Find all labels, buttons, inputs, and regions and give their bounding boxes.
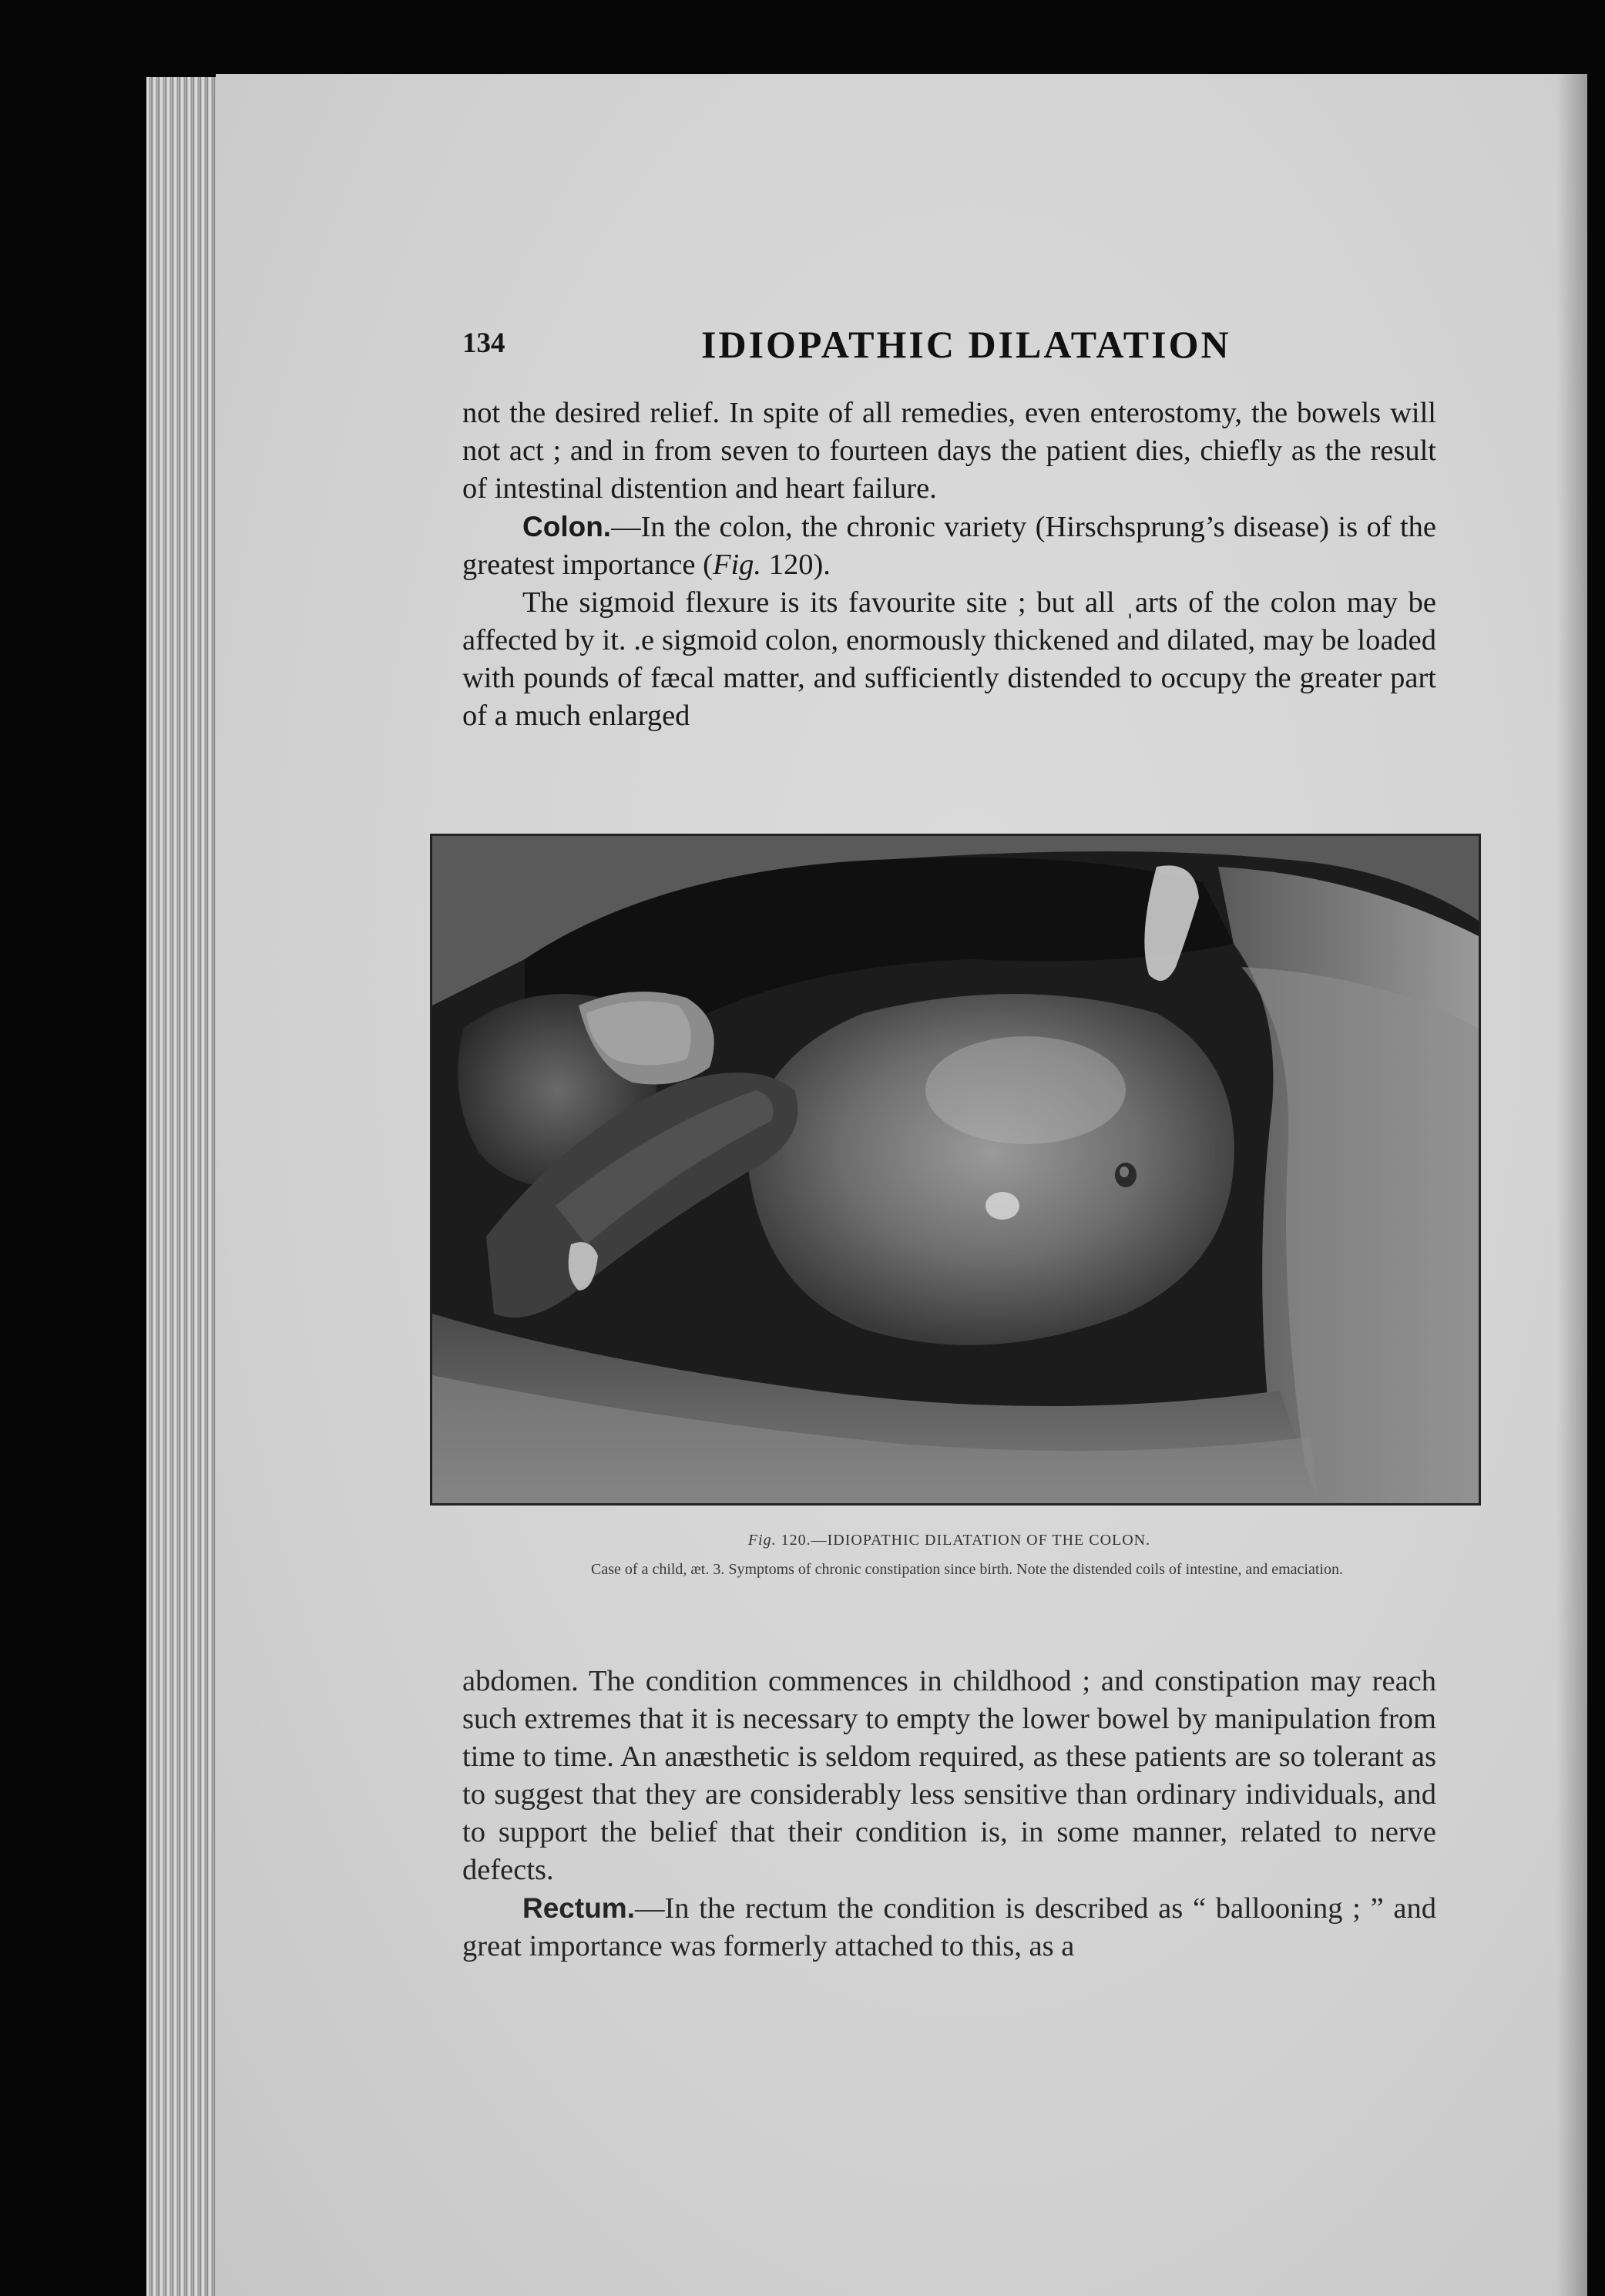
paragraph-rectum-text: —In the rectum the condition is described as “ ballooning ; ” and great importance was formerly attached to this, as a xyxy=(462,1892,1436,1962)
paragraph-colon xyxy=(462,508,1436,584)
body-text-bottom xyxy=(462,1663,1436,1965)
figure-caption-heading: 120.—IDIOPATHIC DILATATION OF THE COLON. xyxy=(776,1532,1151,1549)
paragraph-colon-text: —In the colon, the chronic variety (Hirschsprung’s disease) is of the greatest importance ( xyxy=(462,511,1436,581)
body-text-top xyxy=(462,394,1436,735)
figure-reference-number: 120). xyxy=(761,549,831,581)
running-head xyxy=(462,322,1433,368)
figure-caption-label: Fig. xyxy=(747,1532,777,1549)
page-heading: IDIOPATHIC DILATATION xyxy=(701,323,1231,366)
paragraph-rectum xyxy=(462,1889,1436,1965)
figure-caption-body: Case of a child, æt. 3. Symptoms of chronic constipation since birth. Note the distended coils of intestine, and emaciation. xyxy=(591,1561,1343,1578)
run-in-heading-colon: Colon. xyxy=(522,511,612,542)
page-number: 134 xyxy=(462,327,505,359)
patient-photograph xyxy=(432,836,1479,1503)
page-stack-edges xyxy=(146,77,223,2296)
figure-reference-label: Fig. xyxy=(712,549,762,581)
paragraph-continuation: not the desired relief. In spite of all remedies, even enterostomy, the bowels will not act ; and in from seven to fourteen days the patient dies, chiefly as the result of intestinal distention and heart failure. xyxy=(462,397,1436,505)
paragraph-abdomen: abdomen. The condition commences in childhood ; and constipation may reach such extremes that it is necessary to empty the lower bowel by manipulation from time to time. An anæsthetic is seldom required, as these patients are so tolerant as to suggest that they are considerably less sensitive than ordinary individuals, and to support the belief that their condition is, in some manner, related to nerve defects. xyxy=(462,1665,1436,1886)
paragraph-sigmoid: The sigmoid flexure is its favourite site ; but all ˌarts of the colon may be affected by it. .e sigmoid colon, enormously thickened and dilated, may be loaded with pounds of fæcal matter, and sufficiently distended to occupy the greater part of a much enlarged xyxy=(462,586,1436,732)
figure-caption-title xyxy=(462,1532,1436,1549)
page-gutter-shadow xyxy=(1556,74,1587,2296)
run-in-heading-rectum: Rectum. xyxy=(522,1892,635,1924)
figure-photograph xyxy=(430,834,1481,1505)
